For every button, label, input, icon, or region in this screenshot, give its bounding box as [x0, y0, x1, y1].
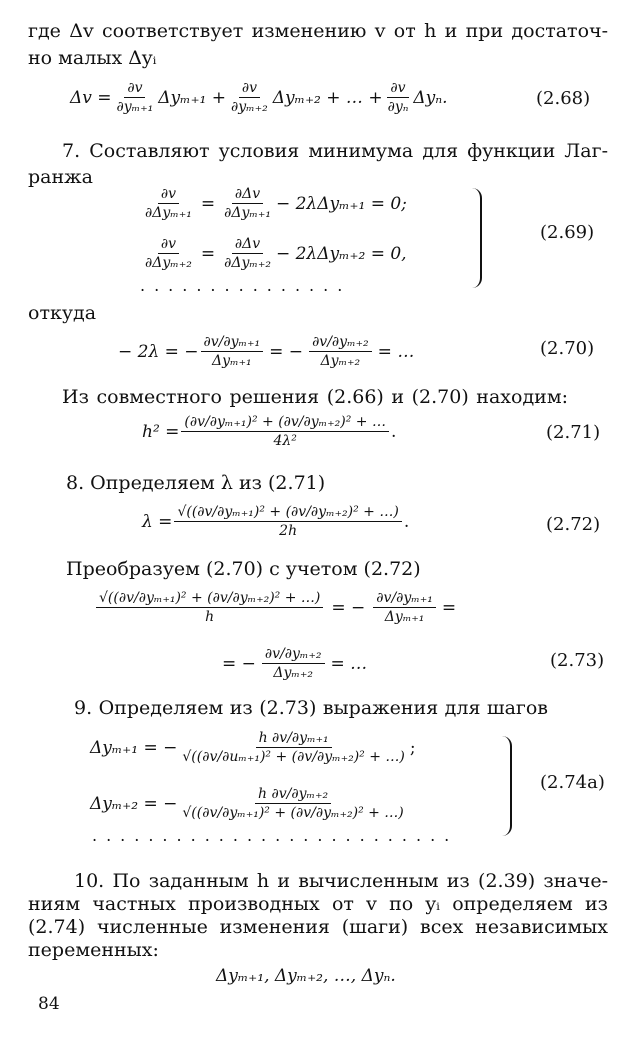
equation-2-74a-row-1: Δyₘ₊₁ = − $\frac{\text{h ∂v/∂yₘ₊₁}}{\text{√((∂v/∂uₘ₊₁)² + (∂v/∂yₘ₊₂)² + …)}}$ ;	[90, 730, 416, 765]
fraction: $\frac{\partial v}{\text{∂Δyₘ₊₂}}$	[145, 236, 192, 271]
text-line: Из совместного решения (2.66) и (2.70) находим:	[62, 386, 568, 408]
text-line: переменных:	[28, 939, 159, 961]
fraction: $\frac{\text{h ∂v/∂yₘ₊₂}}{\text{√((∂v/∂yₘ₊₁)² + (∂v/∂yₘ₊₂)² + …)}}$	[182, 786, 404, 821]
equation-2-69-row-2: $\frac{\partial v}{\text{∂Δyₘ₊₂}}$ = $\frac{\partial\Delta v}{\text{∂Δyₘ₊₂}}$ − 2λΔyₘ₊₂ = 0,	[140, 236, 407, 271]
eq-lhs: − 2λ = −	[118, 341, 199, 362]
dotted-continuation: ..........................	[92, 826, 459, 845]
text-line: но малых Δyᵢ	[28, 47, 157, 69]
equation-2-71: h² = $\frac{\text{(∂v/∂yₘ₊₁)² + (∂v/∂yₘ₊₂)² + …}}{\text{4λ²}}$ .	[142, 414, 397, 449]
equation-number: (2.71)	[546, 422, 601, 443]
eq-lhs: λ =	[142, 511, 173, 532]
eq-term: − 2λΔyₘ₊₁ = 0;	[275, 193, 407, 214]
text-line: ранжа	[28, 166, 93, 188]
final-formula: Δyₘ₊₁, Δyₘ₊₂, …, Δyₙ.	[216, 966, 396, 986]
item-8-text: 8. Определяем λ из (2.71)	[66, 472, 326, 494]
item-9-text: 9. Определяем из (2.73) выражения для шагов	[74, 697, 548, 719]
equation-number: (2.69)	[540, 222, 595, 243]
equation-number: (2.70)	[540, 338, 595, 359]
eq-lhs: Δyₘ₊₂ = −	[90, 793, 178, 814]
equation-2-70: − 2λ = − $\frac{\text{∂v/∂yₘ₊₁}}{\text{Δyₘ₊₁}}$ = − $\frac{\text{∂v/∂yₘ₊₂}}{\text{Δyₘ₊₂}}$ = …	[118, 334, 415, 369]
fraction: $\frac{\text{∂v/∂yₘ₊₁}}{\text{Δyₘ₊₁}}$	[373, 590, 436, 625]
eq-term: Δyₙ.	[413, 87, 448, 108]
equation-number: (2.74a)	[540, 772, 605, 793]
fraction: $\frac{\text{(∂v/∂yₘ₊₁)² + (∂v/∂yₘ₊₂)² + …}}{\text{4λ²}}$	[181, 414, 389, 449]
eq-lhs: h² =	[142, 421, 180, 442]
equation-2-69-row-1: $\frac{\partial v}{\text{∂Δyₘ₊₁}}$ = $\frac{\partial\Delta v}{\text{∂Δyₘ₊₁}}$ − 2λΔyₘ₊₁ = 0;	[140, 186, 407, 221]
equation-number: (2.68)	[536, 88, 591, 109]
equation-number: (2.72)	[546, 514, 601, 535]
equation-2-72: λ = $\frac{\text{√((∂v/∂yₘ₊₁)² + (∂v/∂yₘ₊₂)² + …)}}{2h}$ .	[142, 504, 410, 539]
equation-2-74a-row-2	[90, 786, 409, 821]
fraction: $\frac{\partial v}{\text{∂yₙ}}$	[387, 80, 409, 115]
dotted-continuation: ...............	[140, 276, 352, 295]
item-7-text: 7. Составляют условия минимума для функции Лаг-	[62, 140, 608, 162]
fraction: $\frac{\text{h ∂v/∂yₘ₊₁}}{\text{√((∂v/∂uₘ₊₁)² + (∂v/∂yₘ₊₂)² + …)}}$	[182, 730, 405, 765]
fraction: $\frac{\text{∂v/∂yₘ₊₂}}{\text{Δyₘ₊₂}}$	[262, 646, 325, 681]
text-line: где Δv соответствует изменению v от h и при достаточ-	[28, 20, 608, 42]
page-number: 84	[38, 994, 60, 1014]
eq-term: Δyₘ₊₁ +	[158, 87, 227, 108]
fraction: $\frac{\partial v}{\text{∂yₘ₊₂}}$	[231, 80, 268, 115]
fraction: $\frac{\text{√((∂v/∂yₘ₊₁)² + (∂v/∂yₘ₊₂)² + …)}}{2h}$	[174, 504, 401, 539]
text-line: ниям частных производных от v по yᵢ определяем из	[28, 893, 608, 915]
right-brace	[500, 736, 512, 836]
equation-2-73-line-1: $\frac{\text{√((∂v/∂yₘ₊₁)² + (∂v/∂yₘ₊₂)² + …)}}{h}$ = − $\frac{\text{∂v/∂yₘ₊₁}}{\text{Δyₘ₊₁}}$ =	[94, 590, 456, 625]
eq-term: − 2λΔyₘ₊₂ = 0,	[275, 243, 407, 264]
item-10-text: 10. По заданным h и вычисленным из (2.39) значе-	[74, 870, 608, 892]
equation-2-68	[70, 80, 448, 115]
text-line: (2.74) численные изменения (шаги) всех независимых	[28, 916, 608, 938]
text-line: Преобразуем (2.70) с учетом (2.72)	[66, 558, 421, 580]
fraction: $\frac{\partial\Delta v}{\text{∂Δyₘ₊₂}}$	[224, 236, 271, 271]
fraction: $\frac{\text{∂v/∂yₘ₊₁}}{\text{Δyₘ₊₁}}$	[201, 334, 264, 369]
fraction: $\frac{\partial\Delta v}{\text{∂Δyₘ₊₁}}$	[224, 186, 271, 221]
fraction: $\frac{\text{∂v/∂yₘ₊₂}}{\text{Δyₘ₊₂}}$	[309, 334, 372, 369]
fraction: $\frac{\partial v}{\text{∂Δyₘ₊₁}}$	[145, 186, 192, 221]
eq-lhs: Δyₘ₊₁ = −	[90, 737, 178, 758]
text-line: откуда	[28, 302, 97, 324]
fraction: $\frac{\text{√((∂v/∂yₘ₊₁)² + (∂v/∂yₘ₊₂)² + …)}}{h}$	[96, 590, 323, 625]
right-brace	[470, 188, 482, 288]
eq-term: Δyₘ₊₂ + … +	[272, 87, 383, 108]
equation-2-73-line-2: = − $\frac{\text{∂v/∂yₘ₊₂}}{\text{Δyₘ₊₂}}$ = …	[222, 646, 368, 681]
fraction: $\frac{\partial v}{\text{∂yₘ₊₁}}$	[116, 80, 154, 115]
equation-number: (2.73)	[550, 650, 605, 671]
eq-lhs: Δv =	[70, 87, 112, 108]
